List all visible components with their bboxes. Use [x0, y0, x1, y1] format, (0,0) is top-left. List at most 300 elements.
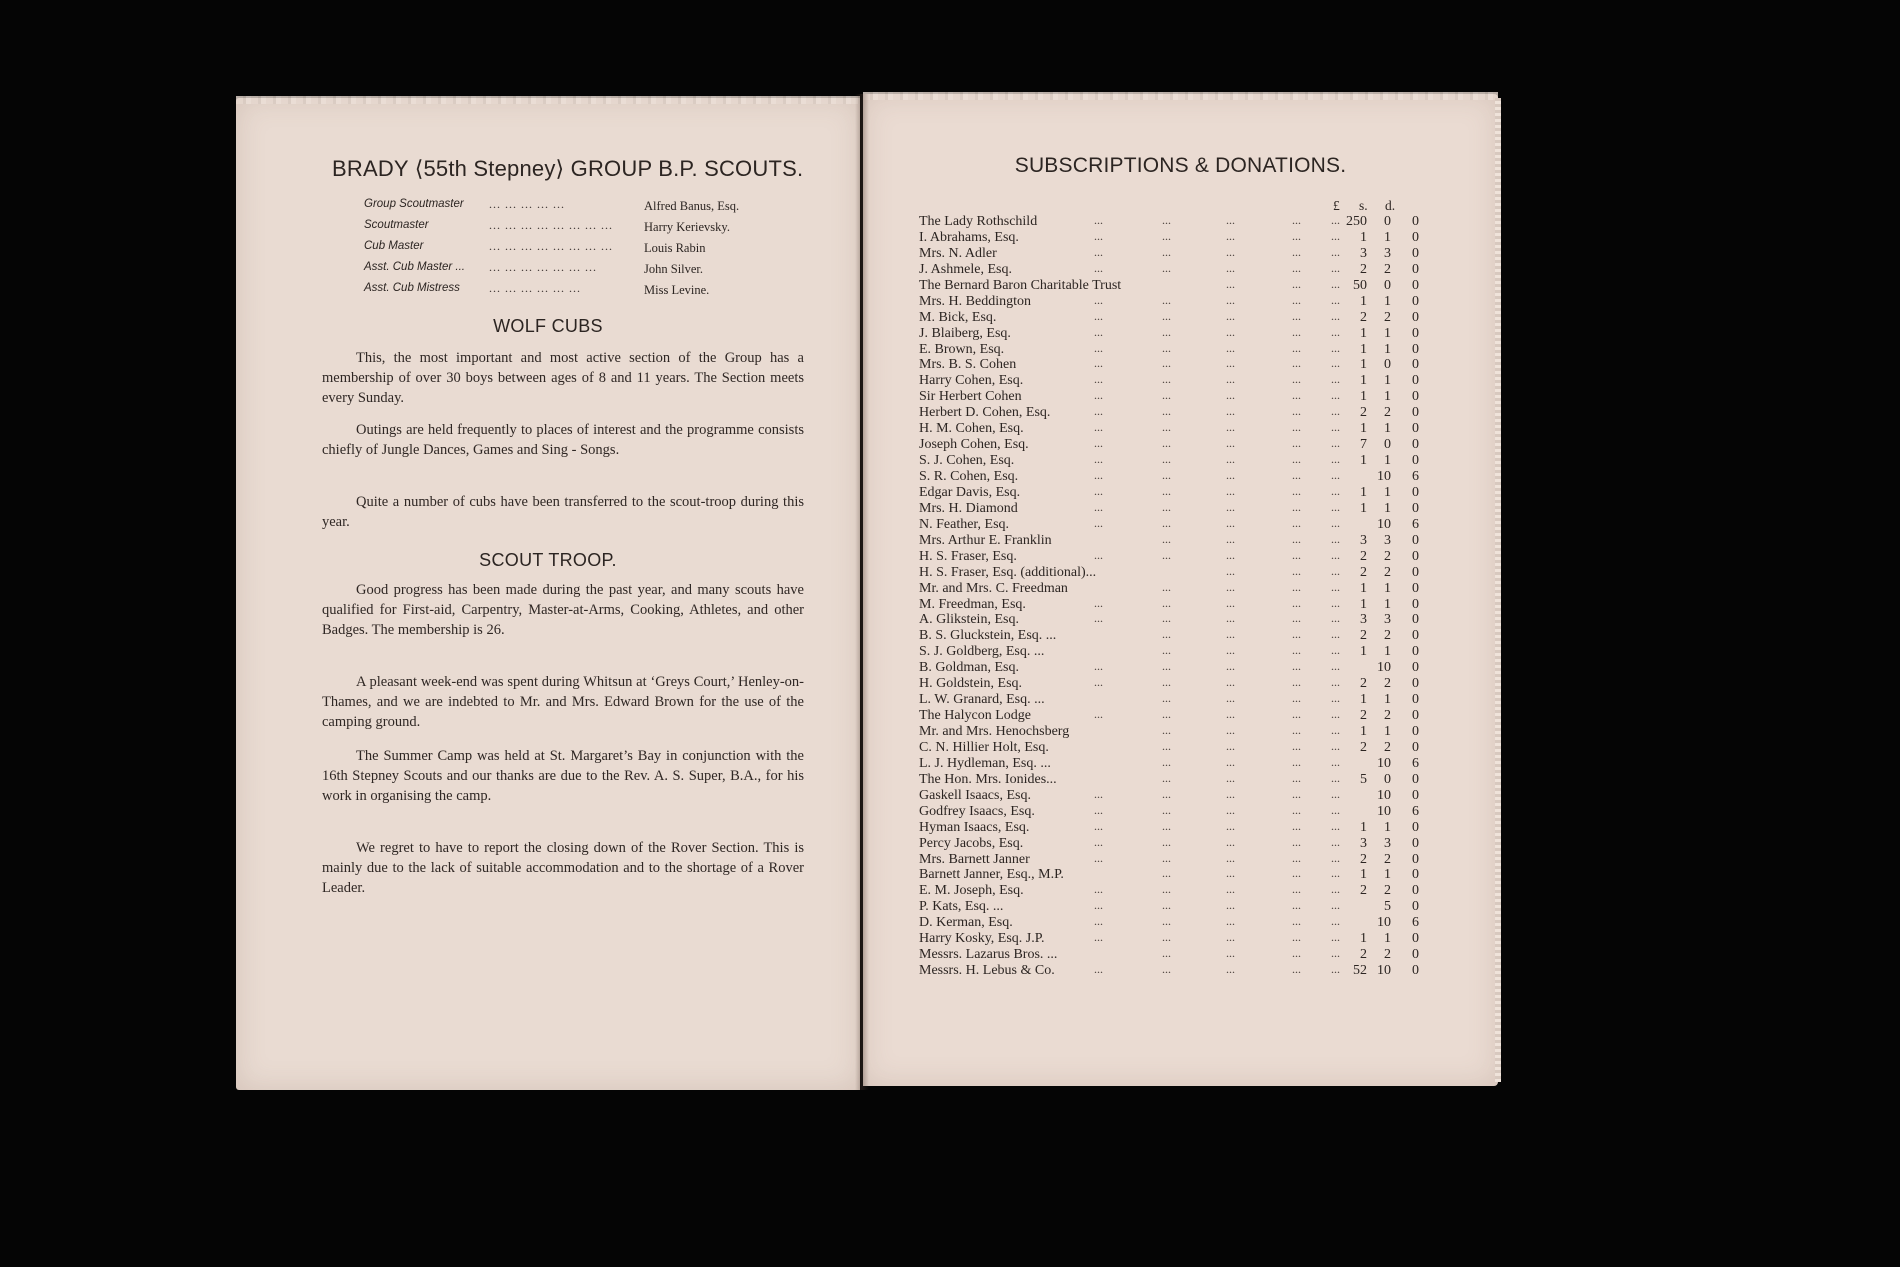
amount-pence: 6: [1412, 803, 1419, 819]
leader-dots: ...: [1226, 213, 1235, 227]
leader-dots: ... ... ... ... ... ... ... ...: [489, 239, 613, 253]
leader-dots: ...: [1226, 675, 1235, 690]
leader-dots: ... ... ... ... ... ... ...: [489, 260, 597, 274]
leader-dots: ...: [1292, 691, 1301, 706]
paragraph: Quite a number of cubs have been transferred to the scout-troop during this year.: [322, 494, 804, 530]
amount-pence: 0: [1412, 771, 1419, 787]
amount-shillings: 1: [1384, 389, 1391, 405]
amount-shillings: 10: [1377, 469, 1391, 484]
leader-dots: ...: [1162, 292, 1171, 307]
leader-dots: ...: [1292, 946, 1301, 961]
amount-shillings: 3: [1384, 612, 1391, 628]
donor-name: D. Kerman, Esq.: [919, 915, 1013, 931]
leader-dots: ...: [1162, 866, 1171, 881]
leader-dots: ...: [1162, 340, 1171, 355]
leader-dots: ...: [1226, 420, 1235, 435]
leader-dots: ...: [1331, 691, 1340, 706]
leader-dots: ...: [1331, 340, 1340, 355]
leader-dots: ...: [1292, 930, 1301, 945]
leader-dots: ...: [1094, 388, 1103, 403]
leader-dots: ...: [1226, 579, 1235, 594]
leader-dots: ...: [1162, 627, 1171, 642]
amount-pence: 0: [1412, 261, 1419, 277]
leader-dots: ...: [1292, 499, 1301, 514]
leader-dots: ...: [1226, 850, 1235, 865]
staff-role: Group Scoutmaster: [364, 198, 464, 210]
amount-shillings: 0: [1384, 357, 1391, 373]
amount-pounds: 1: [1360, 644, 1367, 660]
amount-shillings: 1: [1384, 819, 1391, 835]
leader-dots: ...: [1292, 213, 1301, 227]
amount-shillings: 2: [1384, 405, 1391, 421]
leader-dots: ...: [1094, 882, 1103, 897]
leader-dots: ...: [1094, 595, 1103, 610]
leader-dots: ...: [1094, 452, 1103, 467]
donor-name: S. J. Goldberg, Esq. ...: [919, 644, 1045, 660]
leader-dots: ...: [1226, 818, 1235, 833]
amount-pounds: 1: [1360, 692, 1367, 708]
donor-name: Mr. and Mrs. C. Freedman: [919, 580, 1068, 596]
donor-name: Edgar Davis, Esq.: [919, 484, 1021, 500]
leader-dots: ...: [1331, 436, 1340, 451]
leader-dots: ...: [1226, 499, 1235, 514]
subscription-row: [919, 262, 1419, 278]
leader-dots: ...: [1331, 723, 1340, 737]
donor-name: J. Ashmele, Esq.: [919, 261, 1012, 277]
amount-pence: 6: [1412, 469, 1419, 484]
donor-name: J. Blaiberg, Esq.: [919, 325, 1011, 341]
amount-shillings: 0: [1384, 771, 1391, 787]
leader-dots: ...: [1162, 388, 1171, 403]
leader-dots: ...: [1162, 802, 1171, 817]
leader-dots: ...: [1292, 659, 1301, 674]
amount-pounds: 7: [1360, 437, 1367, 453]
leader-dots: ...: [1094, 962, 1103, 977]
amount-pounds: 1: [1360, 341, 1367, 357]
leader-dots: ...: [1094, 436, 1103, 451]
leader-dots: ...: [1094, 420, 1103, 435]
leader-dots: ...: [1094, 260, 1103, 275]
leader-dots: ...: [1162, 436, 1171, 451]
leader-dots: ...: [1094, 244, 1103, 259]
amount-pounds: 2: [1360, 883, 1367, 899]
amount-pence: 0: [1412, 453, 1419, 469]
paragraph: This, the most important and most active section of the Group has a membership of over 30 boys between ages of 8 and 11 years. The Section meets every Sunday.: [322, 350, 804, 406]
donor-name: Joseph Cohen, Esq.: [919, 437, 1029, 453]
amount-pounds: 1: [1360, 819, 1367, 835]
leader-dots: ...: [1226, 356, 1235, 371]
leader-dots: ...: [1226, 595, 1235, 610]
donor-name: H. S. Fraser, Esq. (additional)...: [919, 564, 1097, 580]
amount-shillings: 10: [1377, 787, 1391, 803]
amount-pence: 0: [1412, 739, 1419, 755]
donor-name: The Bernard Baron Charitable Trust: [919, 277, 1122, 293]
amount-shillings: 1: [1384, 421, 1391, 437]
leader-dots: ...: [1162, 579, 1171, 594]
donor-name: The Hon. Mrs. Ionides...: [919, 771, 1057, 787]
deckle-edge: [236, 96, 860, 104]
amount-pounds: 2: [1360, 564, 1367, 580]
amount-shillings: 0: [1384, 214, 1391, 229]
leader-dots: ...: [1292, 834, 1301, 849]
pounds-header: £: [1333, 198, 1340, 213]
donor-name: The Lady Rothschild: [919, 214, 1038, 229]
leader-dots: ...: [1331, 707, 1340, 722]
leader-dots: ...: [1094, 914, 1103, 929]
amount-shillings: 1: [1384, 325, 1391, 341]
donor-name: Mrs. H. Beddington: [919, 293, 1031, 309]
leader-dots: ...: [1331, 563, 1340, 578]
deckle-edge: [863, 92, 1498, 100]
amount-pounds: 2: [1360, 261, 1367, 277]
amount-pence: 0: [1412, 293, 1419, 309]
donor-name: P. Kats, Esq. ...: [919, 899, 1004, 915]
leader-dots: ...: [1292, 786, 1301, 801]
leader-dots: ...: [1331, 898, 1340, 913]
leader-dots: ...: [1094, 499, 1103, 514]
donor-name: S. R. Cohen, Esq.: [919, 469, 1019, 484]
amount-pounds: 1: [1360, 596, 1367, 612]
leader-dots: ...: [1162, 324, 1171, 339]
amount-shillings: 1: [1384, 341, 1391, 357]
leader-dots: ...: [1162, 754, 1171, 769]
leader-dots: ...: [1292, 563, 1301, 578]
donor-name: M. Freedman, Esq.: [919, 596, 1026, 612]
leader-dots: ...: [1331, 260, 1340, 275]
donor-name: Herbert D. Cohen, Esq.: [919, 405, 1051, 421]
amount-shillings: 1: [1384, 580, 1391, 596]
amount-pence: 0: [1412, 437, 1419, 453]
amount-pence: 0: [1412, 277, 1419, 293]
leader-dots: ...: [1226, 930, 1235, 945]
shillings-header: s.: [1359, 198, 1368, 213]
donor-name: Harry Cohen, Esq.: [919, 373, 1024, 389]
amount-pounds: 1: [1360, 389, 1367, 405]
leader-dots: ...: [1331, 946, 1340, 961]
subscription-row: [919, 963, 1419, 979]
leader-dots: ...: [1292, 707, 1301, 722]
donor-name: E. M. Joseph, Esq.: [919, 883, 1024, 899]
leader-dots: ...: [1292, 515, 1301, 530]
amount-pence: 0: [1412, 819, 1419, 835]
amount-shillings: 2: [1384, 739, 1391, 755]
leader-dots: ...: [1226, 834, 1235, 849]
leader-dots: ...: [1226, 962, 1235, 977]
leader-dots: ...: [1162, 962, 1171, 977]
leader-dots: ...: [1226, 340, 1235, 355]
amount-pence: 0: [1412, 580, 1419, 596]
leader-dots: ...: [1331, 372, 1340, 387]
amount-shillings: 2: [1384, 564, 1391, 580]
amount-pounds: 2: [1360, 676, 1367, 692]
leader-dots: ...: [1331, 882, 1340, 897]
amount-pounds: 1: [1360, 867, 1367, 883]
leader-dots: ...: [1094, 707, 1103, 722]
donor-name: M. Bick, Esq.: [919, 309, 997, 325]
leader-dots: ...: [1226, 388, 1235, 403]
amount-shillings: 2: [1384, 947, 1391, 963]
amount-pence: 0: [1412, 692, 1419, 708]
leader-dots: ...: [1226, 547, 1235, 562]
leader-dots: ...: [1226, 882, 1235, 897]
leader-dots: ...: [1331, 388, 1340, 403]
amount-shillings: 1: [1384, 724, 1391, 739]
donor-name: Hyman Isaacs, Esq.: [919, 819, 1030, 835]
leader-dots: ...: [1226, 436, 1235, 451]
leader-dots: ...: [1162, 356, 1171, 371]
leader-dots: ...: [1292, 818, 1301, 833]
leader-dots: ...: [1162, 547, 1171, 562]
amount-pounds: 5: [1360, 771, 1367, 787]
leader-dots: ...: [1162, 930, 1171, 945]
leader-dots: ...: [1292, 898, 1301, 913]
leader-dots: ...: [1292, 324, 1301, 339]
leader-dots: ...: [1162, 499, 1171, 514]
leader-dots: ...: [1292, 850, 1301, 865]
leader-dots: ...: [1292, 643, 1301, 658]
staff-name: John Silver.: [644, 262, 704, 276]
leader-dots: ...: [1226, 292, 1235, 307]
leader-dots: ...: [1331, 627, 1340, 642]
amount-pounds: 1: [1360, 229, 1367, 245]
leader-dots: ...: [1331, 738, 1340, 753]
staff-role: Asst. Cub Mistress: [364, 282, 460, 294]
leader-dots: ...: [1226, 483, 1235, 498]
amount-pence: 0: [1412, 787, 1419, 803]
leader-dots: ...: [1162, 595, 1171, 610]
leader-dots: ...: [1162, 420, 1171, 435]
amount-shillings: 3: [1384, 245, 1391, 261]
staff-role: Asst. Cub Master ...: [364, 261, 465, 273]
leader-dots: ...: [1226, 866, 1235, 881]
donor-name: Mr. and Mrs. Henochsberg: [919, 724, 1070, 739]
amount-pence: 0: [1412, 899, 1419, 915]
leader-dots: ...: [1226, 308, 1235, 323]
amount-shillings: 10: [1377, 803, 1391, 819]
subscription-row: [919, 549, 1419, 565]
leader-dots: ...: [1292, 468, 1301, 482]
leader-dots: ...: [1226, 324, 1235, 339]
amount-shillings: 1: [1384, 644, 1391, 660]
amount-shillings: 1: [1384, 596, 1391, 612]
leader-dots: ...: [1292, 292, 1301, 307]
leader-dots: ...: [1292, 388, 1301, 403]
leader-dots: ...: [1094, 308, 1103, 323]
leader-dots: ...: [1331, 468, 1340, 482]
amount-pence: 0: [1412, 548, 1419, 564]
leader-dots: ...: [1162, 213, 1171, 227]
leader-dots: ...: [1292, 244, 1301, 259]
open-booklet: [236, 94, 1498, 1092]
amount-pence: 0: [1412, 851, 1419, 867]
leader-dots: ...: [1331, 276, 1340, 291]
amount-pounds: 3: [1360, 532, 1367, 548]
donor-name: Sir Herbert Cohen: [919, 389, 1022, 405]
amount-pence: 0: [1412, 421, 1419, 437]
amount-shillings: 2: [1384, 548, 1391, 564]
leader-dots: ...: [1226, 723, 1235, 737]
amount-pounds: 1: [1360, 357, 1367, 373]
right-page: [863, 94, 1498, 1086]
amount-shillings: 2: [1384, 676, 1391, 692]
leader-dots: ...: [1331, 818, 1340, 833]
amount-pence: 0: [1412, 325, 1419, 341]
leader-dots: ...: [1292, 260, 1301, 275]
amount-pence: 0: [1412, 405, 1419, 421]
leader-dots: ...: [1292, 675, 1301, 690]
leader-dots: ...: [1162, 228, 1171, 243]
leader-dots: ...: [1292, 723, 1301, 737]
amount-shillings: 1: [1384, 229, 1391, 245]
amount-pence: 0: [1412, 628, 1419, 644]
leader-dots: ...: [1331, 324, 1340, 339]
amount-pence: 6: [1412, 516, 1419, 532]
amount-pence: 0: [1412, 660, 1419, 676]
leader-dots: ...: [1094, 356, 1103, 371]
page-title: BRADY ⟨55th Stepney⟩ GROUP B.P. SCOUTS.: [332, 156, 804, 181]
leader-dots: ...: [1094, 372, 1103, 387]
leader-dots: ...: [1226, 786, 1235, 801]
leader-dots: ...: [1162, 260, 1171, 275]
leader-dots: ...: [1331, 786, 1340, 801]
leader-dots: ...: [1094, 483, 1103, 498]
donor-name: E. Brown, Esq.: [919, 341, 1005, 357]
amount-shillings: 10: [1377, 755, 1391, 771]
staff-row: [364, 261, 804, 282]
donor-name: Messrs. Lazarus Bros. ...: [919, 947, 1058, 963]
leader-dots: ...: [1331, 802, 1340, 817]
leader-dots: ...: [1331, 404, 1340, 419]
leader-dots: ...: [1331, 452, 1340, 467]
leader-dots: ...: [1162, 834, 1171, 849]
leader-dots: ...: [1292, 228, 1301, 243]
leader-dots: ...: [1292, 308, 1301, 323]
leader-dots: ...: [1292, 372, 1301, 387]
amount-pence: 0: [1412, 500, 1419, 516]
amount-pence: 0: [1412, 389, 1419, 405]
donor-name: H. M. Cohen, Esq.: [919, 421, 1024, 437]
leader-dots: ...: [1226, 276, 1235, 291]
leader-dots: ...: [1162, 244, 1171, 259]
donor-name: H. S. Fraser, Esq.: [919, 548, 1017, 564]
staff-name: Harry Kerievsky.: [644, 220, 730, 234]
section-heading-wolf-cubs: WOLF CUBS: [493, 316, 603, 336]
leader-dots: ...: [1292, 595, 1301, 610]
leader-dots: ...: [1226, 914, 1235, 929]
leader-dots: ...: [1226, 515, 1235, 530]
leader-dots: ...: [1094, 213, 1103, 227]
amount-pence: 6: [1412, 915, 1419, 931]
leader-dots: ...: [1292, 802, 1301, 817]
leader-dots: ...: [1292, 356, 1301, 371]
amount-shillings: 1: [1384, 692, 1391, 708]
page-edge: [1495, 98, 1501, 1082]
leader-dots: ...: [1094, 834, 1103, 849]
leader-dots: ...: [1094, 228, 1103, 243]
leader-dots: ...: [1331, 659, 1340, 674]
left-page: [236, 98, 860, 1090]
donor-name: Barnett Janner, Esq., M.P.: [919, 867, 1064, 883]
leader-dots: ...: [1292, 404, 1301, 419]
leader-dots: ...: [1292, 483, 1301, 498]
amount-shillings: 2: [1384, 628, 1391, 644]
paragraph: We regret to have to report the closing down of the Rover Section. This is mainly due to the lack of suitable accommodation and to the shortage of a Rover Leader.: [322, 840, 804, 896]
leader-dots: ...: [1094, 611, 1103, 626]
leader-dots: ...: [1292, 340, 1301, 355]
leader-dots: ...: [1226, 659, 1235, 674]
leader-dots: ...: [1226, 691, 1235, 706]
leader-dots: ...: [1162, 738, 1171, 753]
leader-dots: ...: [1226, 228, 1235, 243]
leader-dots: ...: [1094, 324, 1103, 339]
leader-dots: ...: [1094, 468, 1103, 482]
amount-shillings: 10: [1377, 516, 1391, 532]
paragraph: Outings are held frequently to places of interest and the programme consists chiefly of Jungle Dances, Games and Sing - Songs.: [322, 422, 804, 458]
amount-pence: 0: [1412, 596, 1419, 612]
leader-dots: ...: [1226, 738, 1235, 753]
amount-pounds: 2: [1360, 708, 1367, 724]
amount-pence: 0: [1412, 883, 1419, 899]
leader-dots: ...: [1331, 308, 1340, 323]
leader-dots: ...: [1094, 675, 1103, 690]
amount-shillings: 1: [1384, 293, 1391, 309]
leader-dots: ...: [1094, 292, 1103, 307]
donor-name: Harry Kosky, Esq. J.P.: [919, 931, 1045, 947]
leader-dots: ...: [1162, 723, 1171, 737]
leader-dots: ...: [1226, 643, 1235, 658]
leader-dots: ...: [1226, 452, 1235, 467]
amount-shillings: 1: [1384, 931, 1391, 947]
leader-dots: ...: [1226, 244, 1235, 259]
donor-name: Messrs. H. Lebus & Co.: [919, 963, 1055, 979]
amount-shillings: 2: [1384, 261, 1391, 277]
amount-shillings: 2: [1384, 309, 1391, 325]
leader-dots: ...: [1162, 611, 1171, 626]
amount-pence: 0: [1412, 532, 1419, 548]
leader-dots: ...: [1331, 930, 1340, 945]
amount-pounds: 1: [1360, 421, 1367, 437]
amount-shillings: 10: [1377, 660, 1391, 676]
leader-dots: ...: [1331, 244, 1340, 259]
leader-dots: ...: [1162, 786, 1171, 801]
donor-name: C. N. Hillier Holt, Esq.: [919, 739, 1049, 755]
amount-pounds: 1: [1360, 931, 1367, 947]
leader-dots: ...: [1094, 802, 1103, 817]
leader-dots: ...: [1162, 659, 1171, 674]
amount-shillings: 0: [1384, 437, 1391, 453]
amount-pounds: 52: [1353, 963, 1367, 979]
leader-dots: ...: [1331, 754, 1340, 769]
donor-name: Mrs. H. Diamond: [919, 500, 1018, 516]
leader-dots: ...: [1162, 531, 1171, 546]
leader-dots: ...: [1331, 675, 1340, 690]
amount-pounds: 250: [1346, 214, 1367, 229]
donor-name: I. Abrahams, Esq.: [919, 229, 1019, 245]
section-heading-scout-troop: SCOUT TROOP.: [479, 550, 617, 570]
leader-dots: ... ... ... ... ... ...: [489, 281, 581, 295]
amount-shillings: 0: [1384, 277, 1391, 293]
amount-pounds: 1: [1360, 724, 1367, 739]
amount-shillings: 1: [1384, 867, 1391, 883]
donor-name: Gaskell Isaacs, Esq.: [919, 787, 1031, 803]
leader-dots: ...: [1226, 611, 1235, 626]
leader-dots: ...: [1292, 754, 1301, 769]
leader-dots: ...: [1226, 754, 1235, 769]
donor-name: S. J. Cohen, Esq.: [919, 453, 1015, 469]
leader-dots: ...: [1226, 707, 1235, 722]
amount-pounds: 3: [1360, 612, 1367, 628]
leader-dots: ...: [1226, 404, 1235, 419]
